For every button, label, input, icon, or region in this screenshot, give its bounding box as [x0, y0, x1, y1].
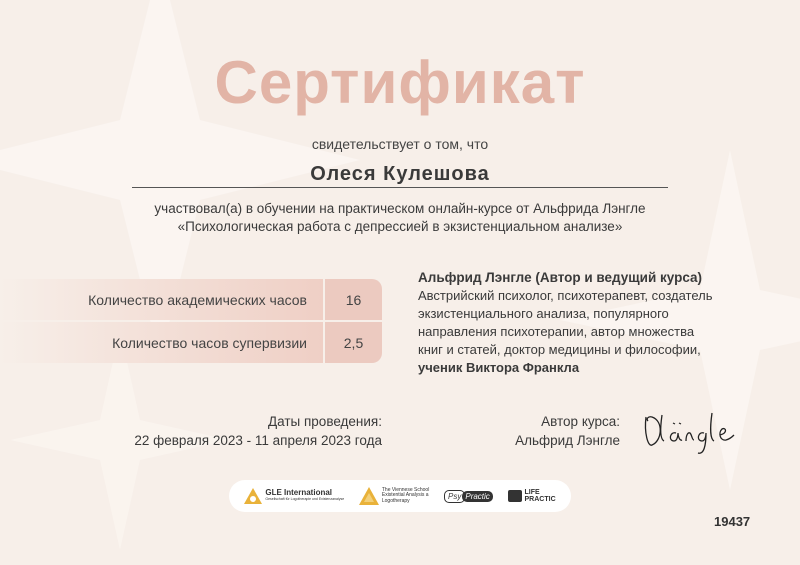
viennese-school-logo: [359, 487, 429, 505]
author-bio-bold: ученик Виктора Франкла: [418, 360, 580, 375]
course-author-block: [420, 412, 620, 450]
course-description: [0, 200, 800, 236]
gle-subtitle: Gesellschaft für Logotherapie und Existenzanalyse: [265, 497, 345, 501]
dates-label: Даты проведения:: [268, 414, 382, 429]
hours-row-academic: [0, 279, 382, 320]
hours-value: 2,5: [325, 322, 382, 363]
hours-label: Количество академических часов: [0, 279, 323, 320]
gle-triangle-icon: [244, 488, 262, 504]
course-dates: [60, 412, 382, 450]
course-author-label: Автор курса:: [541, 414, 620, 429]
recipient-name: Олеся Кулешова: [310, 163, 490, 185]
certificate-title: Сертификат: [214, 49, 586, 116]
certificate-subtitle: свидетельствует о том, что: [311, 136, 489, 152]
certificate-number: 19437: [714, 514, 751, 529]
name-underline: [132, 187, 668, 188]
psypractic-logo: [444, 490, 493, 503]
gle-international-logo: [244, 488, 344, 504]
life-line-2: PRACTIC: [524, 496, 556, 503]
partner-logos-bar: [229, 480, 571, 512]
viennese-line-2: Existential Analysis a: [381, 492, 429, 499]
psypractic-part-2: Practic: [462, 491, 492, 502]
life-practic-icon: [508, 490, 522, 502]
life-practic-logo: [508, 489, 556, 503]
psypractic-part-1: Psy: [444, 490, 465, 503]
author-bio-line: Австрийский психолог, психотерапевт, создатель: [418, 288, 713, 303]
author-name: Альфрид Лэнгле (Автор и ведущий курса): [418, 270, 703, 285]
description-line-2: «Психологическая работа с депрессией в экзистенциальном анализе»: [177, 219, 623, 234]
hours-label: Количество часов супервизии: [0, 322, 323, 363]
author-bio-line: экзистенциального анализа, популярного: [418, 306, 669, 321]
course-author-name: Альфрид Лэнгле: [515, 433, 620, 448]
dates-value: 22 февраля 2023 - 11 апреля 2023 года: [134, 433, 382, 448]
life-line-1: LIFE: [524, 489, 540, 496]
author-signature: [640, 405, 740, 460]
viennese-triangle-icon: [359, 487, 379, 505]
gle-name: GLE International: [265, 488, 333, 497]
hours-table: [0, 279, 382, 365]
author-bio-line: книг и статей, доктор медицины и философии,: [418, 342, 701, 357]
viennese-line-1: The Viennese School: [381, 486, 430, 493]
author-info: [418, 269, 778, 377]
hours-value: 16: [325, 279, 382, 320]
description-line-1: участвовал(а) в обучении на практическом онлайн-курсе от Альфрида Лэнгле: [154, 201, 646, 216]
author-bio-line: направления психотерапии, автор множества: [418, 324, 695, 339]
hours-row-supervision: [0, 322, 382, 363]
viennese-line-3: Logotherapy: [381, 497, 410, 504]
